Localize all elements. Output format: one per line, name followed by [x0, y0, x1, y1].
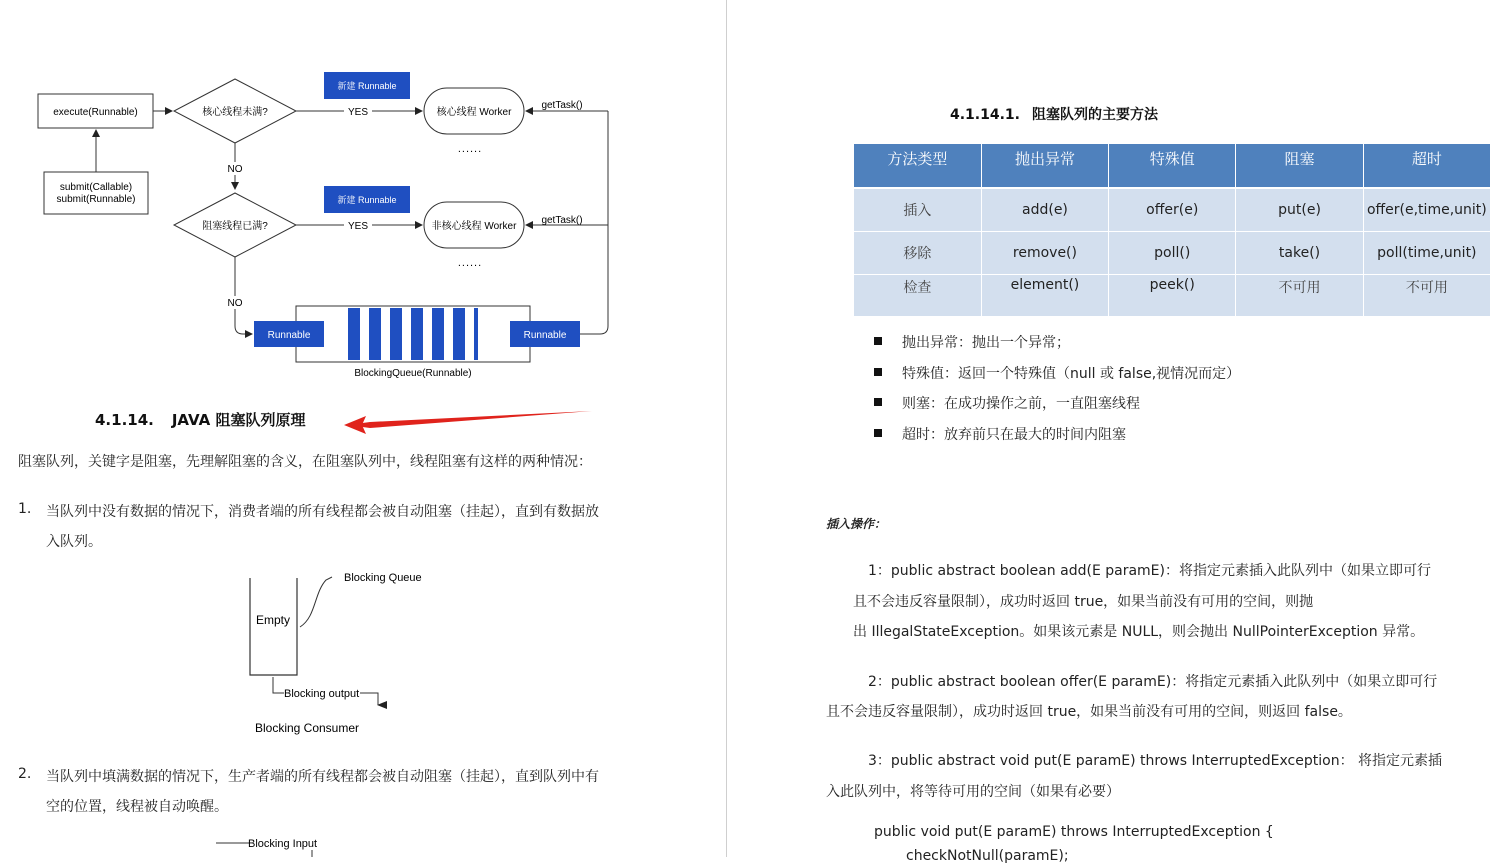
bullet-list: [872, 332, 1240, 454]
item-2-number: 2.: [18, 766, 32, 782]
table-cell: put(e): [1236, 188, 1363, 232]
bullet-square-icon: [874, 368, 882, 376]
table-cell: add(e): [981, 188, 1108, 232]
list-item: 超时：放弃前只在最大的时间内阻塞: [872, 424, 1240, 455]
table-cell: poll(time,unit): [1363, 232, 1490, 275]
item-2-line-1: 当队列中填满数据的情况下，生产者端的所有线程都会被自动阻塞（挂起），直到队列中有: [46, 769, 599, 785]
table-cell: peek(): [1109, 275, 1236, 317]
page-divider: [726, 0, 727, 857]
submit-label-1: submit(Callable): [59, 182, 133, 193]
gettask-label-2: getTask(): [541, 215, 583, 226]
decision-block-label: 阻塞线程已满?: [202, 221, 268, 232]
table-cell: offer(e): [1109, 188, 1236, 232]
list-item: 抛出异常：抛出一个异常；: [872, 332, 1240, 363]
svg-text:Runnable: Runnable: [267, 330, 311, 341]
section-title: JAVA 阻塞队列原理: [171, 411, 306, 429]
sub-section-number: 4.1.14.1.: [950, 107, 1020, 123]
blocking-queue-label: Blocking Queue: [344, 572, 422, 584]
table-header-row: [854, 144, 1491, 188]
list-item: 特殊值：返回一个特殊值（null 或 false,视情况而定）: [872, 363, 1240, 394]
svg-text:Runnable: Runnable: [523, 330, 567, 341]
methods-table: [854, 144, 1491, 317]
insert-para-2-line-2: 且不会违反容量限制），成功时返回 true，如果当前没有可用的空间，则返回 false。: [826, 704, 1352, 720]
insert-para-3-line-1: 3：public abstract void put(E paramE) throws InterruptedException： 将指定元素插: [868, 753, 1443, 769]
insert-para-2-line-1: 2：public abstract boolean offer(E paramE)：将指定元素插入此队列中（如果立即可行: [868, 674, 1438, 690]
blocking-input-figure: [210, 832, 350, 857]
table-cell: 不可用: [1363, 275, 1490, 317]
noncore-worker-label: 非核心线程 Worker: [431, 221, 517, 232]
blocking-consumer-label: Blocking Consumer: [254, 721, 360, 735]
execute-label: execute(Runnable): [53, 107, 138, 118]
table-cell: remove(): [981, 232, 1108, 275]
bullet-square-icon: [874, 337, 882, 345]
item-1-line-2: 入队列。: [46, 534, 102, 550]
item-1-number: 1.: [18, 501, 32, 517]
table-cell: element(): [981, 275, 1108, 317]
section-heading: [95, 409, 305, 430]
red-pointer-arrow: [330, 400, 610, 440]
table-cell: 插入: [854, 188, 981, 232]
table-cell: take(): [1236, 232, 1363, 275]
svg-text:......: ......: [457, 143, 483, 155]
bullet-square-icon: [874, 429, 882, 437]
table-cell: 移除: [854, 232, 981, 275]
insert-para-1-line-1: 1：public abstract boolean add(E paramE)：将指定元素插入此队列中（如果立即可行: [868, 563, 1431, 579]
bullet-square-icon: [874, 398, 882, 406]
svg-text:新建 Runnable: 新建 Runnable: [337, 81, 397, 91]
sub-section-heading: [950, 104, 1158, 124]
intro-paragraph: 阻塞队列，关键字是阻塞，先理解阻塞的含义，在阻塞队列中，线程阻塞有这样的两种情况：: [18, 454, 592, 470]
empty-label: Empty: [255, 613, 291, 627]
core-worker-label: 核心线程 Worker: [436, 107, 512, 118]
insert-para-1-line-3: 出 IllegalStateException。如果该元素是 NULL，则会抛出 NullPointerException 异常。: [853, 624, 1425, 640]
blocking-input-label: Blocking Input: [248, 838, 318, 850]
yes-label-1: YES: [347, 107, 369, 118]
insert-para-1-line-2: 且不会违反容量限制），成功时返回 true，如果当前没有可用的空间，则抛: [853, 594, 1314, 610]
submit-box: [44, 172, 148, 214]
table-header-cell: 抛出异常: [981, 144, 1108, 188]
table-cell: 检查: [854, 275, 981, 317]
svg-text:新建 Runnable: 新建 Runnable: [337, 195, 397, 205]
queue-caption: BlockingQueue(Runnable): [354, 368, 472, 379]
item-2-line-2: 空的位置，线程被自动唤醒。: [46, 799, 228, 815]
table-row: [854, 232, 1491, 275]
blocking-consumer-figure: [240, 565, 460, 745]
table-cell: offer(e,time,unit): [1363, 188, 1490, 232]
table-header-cell: 阻塞: [1236, 144, 1363, 188]
table-row: [854, 188, 1491, 232]
table-header-cell: 特殊值: [1109, 144, 1236, 188]
table-row: [854, 275, 1491, 317]
table-header-cell: 方法类型: [854, 144, 981, 188]
decision-core-label: 核心线程未满?: [202, 107, 268, 118]
submit-label-2: submit(Runnable): [56, 194, 136, 205]
thread-pool-flowchart: [0, 0, 726, 400]
no-label-1: NO: [227, 164, 243, 175]
code-line-2: checkNotNull(paramE);: [906, 848, 1069, 864]
no-label-2: NO: [227, 298, 243, 309]
table-cell: 不可用: [1236, 275, 1363, 317]
insert-para-3-line-2: 入此队列中，将等待可用的空间（如果有必要）: [826, 784, 1120, 800]
insert-operations-title: 插入操作：: [826, 517, 887, 531]
gettask-label-1: getTask(): [541, 100, 583, 111]
yes-label-2: YES: [347, 221, 369, 232]
table-cell: poll(): [1109, 232, 1236, 275]
code-line-1: public void put(E paramE) throws InterruptedException {: [874, 824, 1274, 840]
sub-section-title: 阻塞队列的主要方法: [1031, 107, 1158, 123]
section-number: 4.1.14.: [95, 411, 154, 429]
svg-text:......: ......: [457, 257, 483, 269]
table-header-cell: 超时: [1363, 144, 1490, 188]
item-1-line-1: 当队列中没有数据的情况下，消费者端的所有线程都会被自动阻塞（挂起），直到有数据放: [46, 504, 599, 520]
blocking-output-label: Blocking output: [284, 688, 360, 700]
list-item: 则塞：在成功操作之前，一直阻塞线程: [872, 393, 1240, 424]
